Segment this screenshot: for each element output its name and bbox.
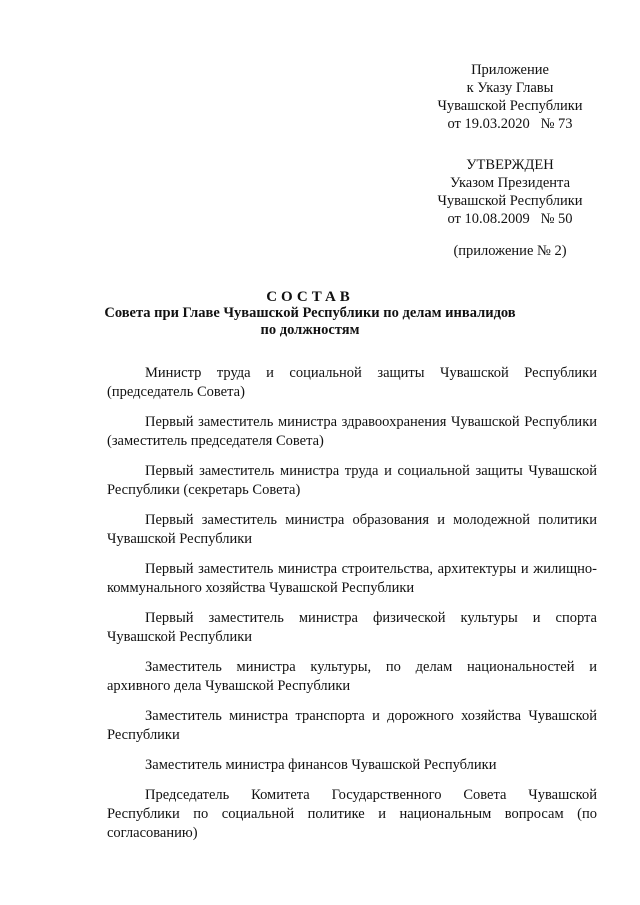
annex-line: к Указу Главы bbox=[466, 80, 554, 96]
subtitle-line: по должностям bbox=[260, 322, 360, 338]
approval-date-number: от 10.08.2009 № 50 bbox=[447, 211, 573, 227]
annex-note: (приложение № 2) bbox=[453, 243, 567, 259]
member-position: Первый заместитель министра физической культуры и спорта Чувашской Республики bbox=[107, 610, 597, 645]
approval-line: Чувашской Республики bbox=[437, 193, 583, 209]
member-position: Заместитель министра транспорта и дорожного хозяйства Чувашской Республики bbox=[107, 708, 597, 743]
annex-header bbox=[430, 61, 590, 133]
document-subtitle bbox=[95, 305, 525, 339]
annex-line: Приложение bbox=[471, 62, 549, 78]
approval-line: Указом Президента bbox=[449, 175, 570, 191]
member-position: Заместитель министра финансов Чувашской Республики bbox=[145, 757, 497, 773]
member-position: Председатель Комитета Государственного Совета Чувашской Республики по социальной политике и национальным вопросам (по согласованию) bbox=[107, 787, 597, 841]
member-position: Заместитель министра культуры, по делам национальностей и архивного дела Чувашской Республики bbox=[107, 659, 597, 694]
member-position: Министр труда и социальной защиты Чувашской Республики (председатель Совета) bbox=[107, 365, 597, 400]
subtitle-line: Совета при Главе Чувашской Республики по делам инвалидов bbox=[104, 305, 516, 321]
member-position: Первый заместитель министра строительства, архитектуры и жилищно-коммунального хозяйства Чувашской Республики bbox=[107, 561, 597, 596]
member-position: Первый заместитель министра образования и молодежной политики Чувашской Республики bbox=[107, 512, 597, 547]
approval-line: УТВЕРЖДЕН bbox=[466, 157, 554, 173]
member-position: Первый заместитель министра труда и социальной защиты Чувашской Республики (секретарь Совета) bbox=[107, 463, 597, 498]
member-position: Первый заместитель министра здравоохранения Чувашской Республики (заместитель председателя Совета) bbox=[107, 414, 597, 449]
approval-stamp bbox=[430, 156, 590, 228]
annex-date-number: от 19.03.2020 № 73 bbox=[447, 116, 573, 132]
annex-line: Чувашской Республики bbox=[437, 98, 583, 114]
document-title: СОСТАВ bbox=[266, 289, 354, 305]
members-list bbox=[107, 364, 597, 854]
